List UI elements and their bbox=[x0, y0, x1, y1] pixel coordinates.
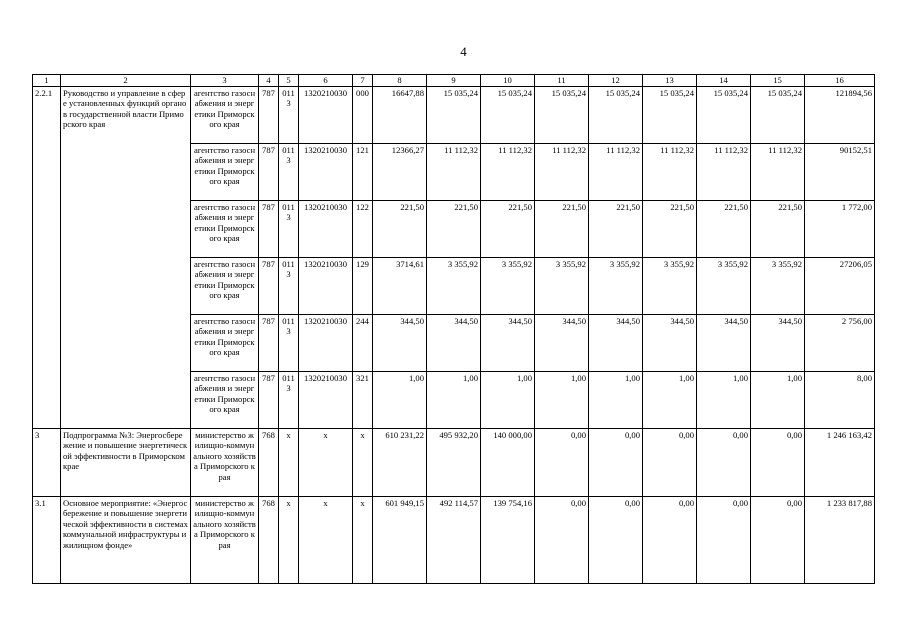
total-cell: 27206,05 bbox=[805, 257, 875, 314]
row-name: Основное мероприятие: «Энергосбережение и повышение энергетической эффективности в системах коммунальной инфраструктуры и жилищном фонде» bbox=[61, 496, 191, 583]
section-code: х bbox=[279, 496, 299, 583]
section-code: х bbox=[279, 428, 299, 496]
expense-type-code: 244 bbox=[353, 314, 373, 371]
value-cell: 15 035,24 bbox=[535, 86, 589, 143]
value-cell: 344,50 bbox=[481, 314, 535, 371]
value-cell: 1,00 bbox=[697, 371, 751, 428]
value-cell: 0,00 bbox=[643, 428, 697, 496]
value-cell: 0,00 bbox=[589, 496, 643, 583]
header-cell: 13 bbox=[643, 75, 697, 87]
header-row bbox=[33, 75, 875, 87]
value-cell: 221,50 bbox=[481, 200, 535, 257]
header-cell: 1 bbox=[33, 75, 61, 87]
target-code: 1320210030 bbox=[299, 143, 353, 200]
value-cell: 15 035,24 bbox=[643, 86, 697, 143]
value-cell: 1,00 bbox=[751, 371, 805, 428]
section-code: 0113 bbox=[279, 257, 299, 314]
target-code: х bbox=[299, 496, 353, 583]
agency-cell: агентство газоснабжения и энергетики Приморского края bbox=[191, 143, 259, 200]
row-number: 3 bbox=[33, 428, 61, 496]
header-cell: 6 bbox=[299, 75, 353, 87]
total-cell: 8,00 bbox=[805, 371, 875, 428]
value-cell: 15 035,24 bbox=[481, 86, 535, 143]
value-cell: 1,00 bbox=[427, 371, 481, 428]
section-code: 0113 bbox=[279, 143, 299, 200]
value-cell: 12366,27 bbox=[373, 143, 427, 200]
value-cell: 15 035,24 bbox=[751, 86, 805, 143]
value-cell: 16647,88 bbox=[373, 86, 427, 143]
target-code: 1320210030 bbox=[299, 371, 353, 428]
expense-type-code: 321 bbox=[353, 371, 373, 428]
expense-type-code: 121 bbox=[353, 143, 373, 200]
target-code: 1320210030 bbox=[299, 314, 353, 371]
value-cell: 0,00 bbox=[589, 428, 643, 496]
value-cell: 3 355,92 bbox=[535, 257, 589, 314]
table-row bbox=[33, 428, 875, 496]
value-cell: 492 114,57 bbox=[427, 496, 481, 583]
value-cell: 221,50 bbox=[589, 200, 643, 257]
total-cell: 1 246 163,42 bbox=[805, 428, 875, 496]
grbs-code: 768 bbox=[259, 496, 279, 583]
value-cell: 221,50 bbox=[373, 200, 427, 257]
value-cell: 11 112,32 bbox=[589, 143, 643, 200]
section-code: 0113 bbox=[279, 86, 299, 143]
value-cell: 11 112,32 bbox=[427, 143, 481, 200]
value-cell: 3 355,92 bbox=[751, 257, 805, 314]
header-cell: 14 bbox=[697, 75, 751, 87]
value-cell: 0,00 bbox=[643, 496, 697, 583]
grbs-code: 787 bbox=[259, 371, 279, 428]
value-cell: 0,00 bbox=[697, 496, 751, 583]
agency-cell: агентство газоснабжения и энергетики Приморского края bbox=[191, 200, 259, 257]
value-cell: 221,50 bbox=[751, 200, 805, 257]
header-cell: 9 bbox=[427, 75, 481, 87]
header-cell: 11 bbox=[535, 75, 589, 87]
header-cell: 16 bbox=[805, 75, 875, 87]
agency-cell: агентство газоснабжения и энергетики Приморского края bbox=[191, 257, 259, 314]
total-cell: 1 233 817,88 bbox=[805, 496, 875, 583]
value-cell: 344,50 bbox=[751, 314, 805, 371]
agency-cell: министерство жилищно-коммунального хозяйства Приморского края bbox=[191, 428, 259, 496]
value-cell: 11 112,32 bbox=[535, 143, 589, 200]
total-cell: 2 756,00 bbox=[805, 314, 875, 371]
value-cell: 3 355,92 bbox=[697, 257, 751, 314]
expense-type-code: х bbox=[353, 428, 373, 496]
value-cell: 221,50 bbox=[427, 200, 481, 257]
value-cell: 15 035,24 bbox=[589, 86, 643, 143]
value-cell: 0,00 bbox=[697, 428, 751, 496]
agency-cell: агентство газоснабжения и энергетики Приморского края bbox=[191, 86, 259, 143]
expense-type-code: х bbox=[353, 496, 373, 583]
agency-cell: агентство газоснабжения и энергетики Приморского края bbox=[191, 314, 259, 371]
value-cell: 11 112,32 bbox=[697, 143, 751, 200]
value-cell: 601 949,15 bbox=[373, 496, 427, 583]
value-cell: 3 355,92 bbox=[643, 257, 697, 314]
value-cell: 139 754,16 bbox=[481, 496, 535, 583]
value-cell: 495 932,20 bbox=[427, 428, 481, 496]
value-cell: 11 112,32 bbox=[643, 143, 697, 200]
total-cell: 1 772,00 bbox=[805, 200, 875, 257]
value-cell: 140 000,00 bbox=[481, 428, 535, 496]
grbs-code: 787 bbox=[259, 143, 279, 200]
value-cell: 11 112,32 bbox=[481, 143, 535, 200]
value-cell: 1,00 bbox=[535, 371, 589, 428]
header-cell: 2 bbox=[61, 75, 191, 87]
header-cell: 8 bbox=[373, 75, 427, 87]
total-cell: 121894,56 bbox=[805, 86, 875, 143]
grbs-code: 787 bbox=[259, 86, 279, 143]
header-cell: 4 bbox=[259, 75, 279, 87]
value-cell: 3 355,92 bbox=[427, 257, 481, 314]
grbs-code: 787 bbox=[259, 200, 279, 257]
header-cell: 3 bbox=[191, 75, 259, 87]
value-cell: 1,00 bbox=[589, 371, 643, 428]
value-cell: 1,00 bbox=[481, 371, 535, 428]
header-cell: 12 bbox=[589, 75, 643, 87]
value-cell: 344,50 bbox=[589, 314, 643, 371]
budget-table bbox=[32, 74, 875, 584]
value-cell: 3 355,92 bbox=[481, 257, 535, 314]
value-cell: 3 355,92 bbox=[589, 257, 643, 314]
total-cell: 90152,51 bbox=[805, 143, 875, 200]
expense-type-code: 000 bbox=[353, 86, 373, 143]
expense-type-code: 122 bbox=[353, 200, 373, 257]
value-cell: 221,50 bbox=[535, 200, 589, 257]
expense-type-code: 129 bbox=[353, 257, 373, 314]
target-code: 1320210030 bbox=[299, 86, 353, 143]
row-name: Руководство и управление в сфере установленных функций органов государственной власти Приморского края bbox=[61, 86, 191, 428]
value-cell: 344,50 bbox=[697, 314, 751, 371]
value-cell: 3714,61 bbox=[373, 257, 427, 314]
value-cell: 1,00 bbox=[373, 371, 427, 428]
target-code: 1320210030 bbox=[299, 257, 353, 314]
value-cell: 344,50 bbox=[535, 314, 589, 371]
value-cell: 221,50 bbox=[697, 200, 751, 257]
agency-cell: министерство жилищно-коммунального хозяйства Приморского края bbox=[191, 496, 259, 583]
page-number: 4 bbox=[460, 44, 467, 59]
value-cell: 0,00 bbox=[751, 496, 805, 583]
agency-cell: агентство газоснабжения и энергетики Приморского края bbox=[191, 371, 259, 428]
header-cell: 10 bbox=[481, 75, 535, 87]
row-number: 2.2.1 bbox=[33, 86, 61, 428]
header-cell: 5 bbox=[279, 75, 299, 87]
value-cell: 1,00 bbox=[643, 371, 697, 428]
value-cell: 344,50 bbox=[427, 314, 481, 371]
table-row bbox=[33, 496, 875, 583]
section-code: 0113 bbox=[279, 200, 299, 257]
section-code: 0113 bbox=[279, 371, 299, 428]
value-cell: 221,50 bbox=[643, 200, 697, 257]
target-code: х bbox=[299, 428, 353, 496]
value-cell: 610 231,22 bbox=[373, 428, 427, 496]
section-code: 0113 bbox=[279, 314, 299, 371]
header-cell: 15 bbox=[751, 75, 805, 87]
value-cell: 0,00 bbox=[751, 428, 805, 496]
grbs-code: 787 bbox=[259, 257, 279, 314]
grbs-code: 768 bbox=[259, 428, 279, 496]
value-cell: 344,50 bbox=[373, 314, 427, 371]
row-number: 3.1 bbox=[33, 496, 61, 583]
value-cell: 344,50 bbox=[643, 314, 697, 371]
value-cell: 0,00 bbox=[535, 496, 589, 583]
grbs-code: 787 bbox=[259, 314, 279, 371]
value-cell: 15 035,24 bbox=[697, 86, 751, 143]
value-cell: 0,00 bbox=[535, 428, 589, 496]
value-cell: 11 112,32 bbox=[751, 143, 805, 200]
row-name: Подпрограмма №3: Энергосбережение и повышение энергетической эффективности в Приморском крае bbox=[61, 428, 191, 496]
header-cell: 7 bbox=[353, 75, 373, 87]
table-row bbox=[33, 86, 875, 143]
target-code: 1320210030 bbox=[299, 200, 353, 257]
value-cell: 15 035,24 bbox=[427, 86, 481, 143]
